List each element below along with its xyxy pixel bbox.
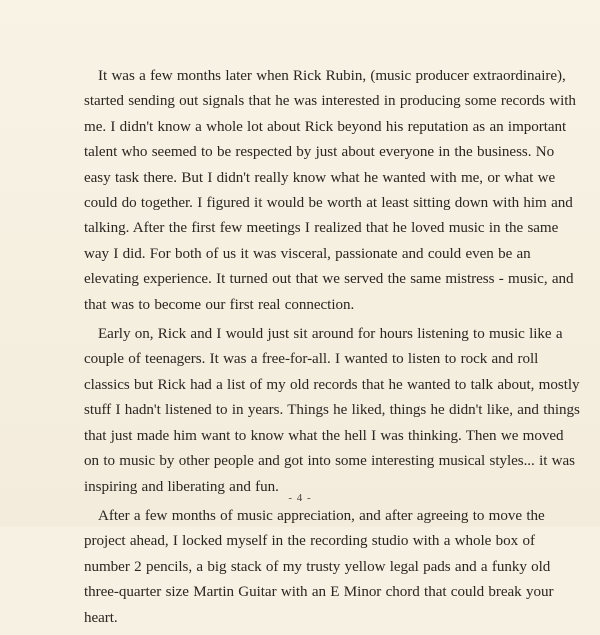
- paragraph-2: Early on, Rick and I would just sit around for hours listening to music like a couple of teenagers. It was a free-for-all. I wanted to listen to rock and roll classics but Rick had a list of my old records that he wanted to talk about, mostly stuff I hadn't listened to in years. Things he liked, things he didn't like, and things that just made him want to know what the hell I was thinking. Then we moved on to music by other people and got into some interesting musical styles... it was inspiring and liberating and fun.: [84, 326, 580, 495]
- paragraph-3: After a few months of music appreciation, and after agreeing to move the project ahead, I locked myself in the recording studio with a whole box of number 2 pencils, a big stack of my trusty yellow legal pads and a funky old three-quarter size Martin Guitar with an E Minor chord that could break your heart.: [84, 507, 554, 626]
- body-text: [84, 64, 580, 635]
- paragraph-1: It was a few months later when Rick Rubin, (music producer extraordinaire), started sending out signals that he was interested in producing some records with me. I didn't know a whole lot about Rick beyond his reputation as an important talent who seemed to be respected by just about everyone in the business. No easy task there. But I didn't really know what he wanted with me, or what we could do together. I figured it would be worth at least sitting down with him and talking. After the first few meetings I realized that he loved music in the same way I did. For both of us it was visceral, passionate and could even be an elevating experience. It turned out that we served the same mistress - music, and that was to become our first real connection.: [84, 68, 576, 313]
- page-number: - 4 -: [288, 492, 312, 504]
